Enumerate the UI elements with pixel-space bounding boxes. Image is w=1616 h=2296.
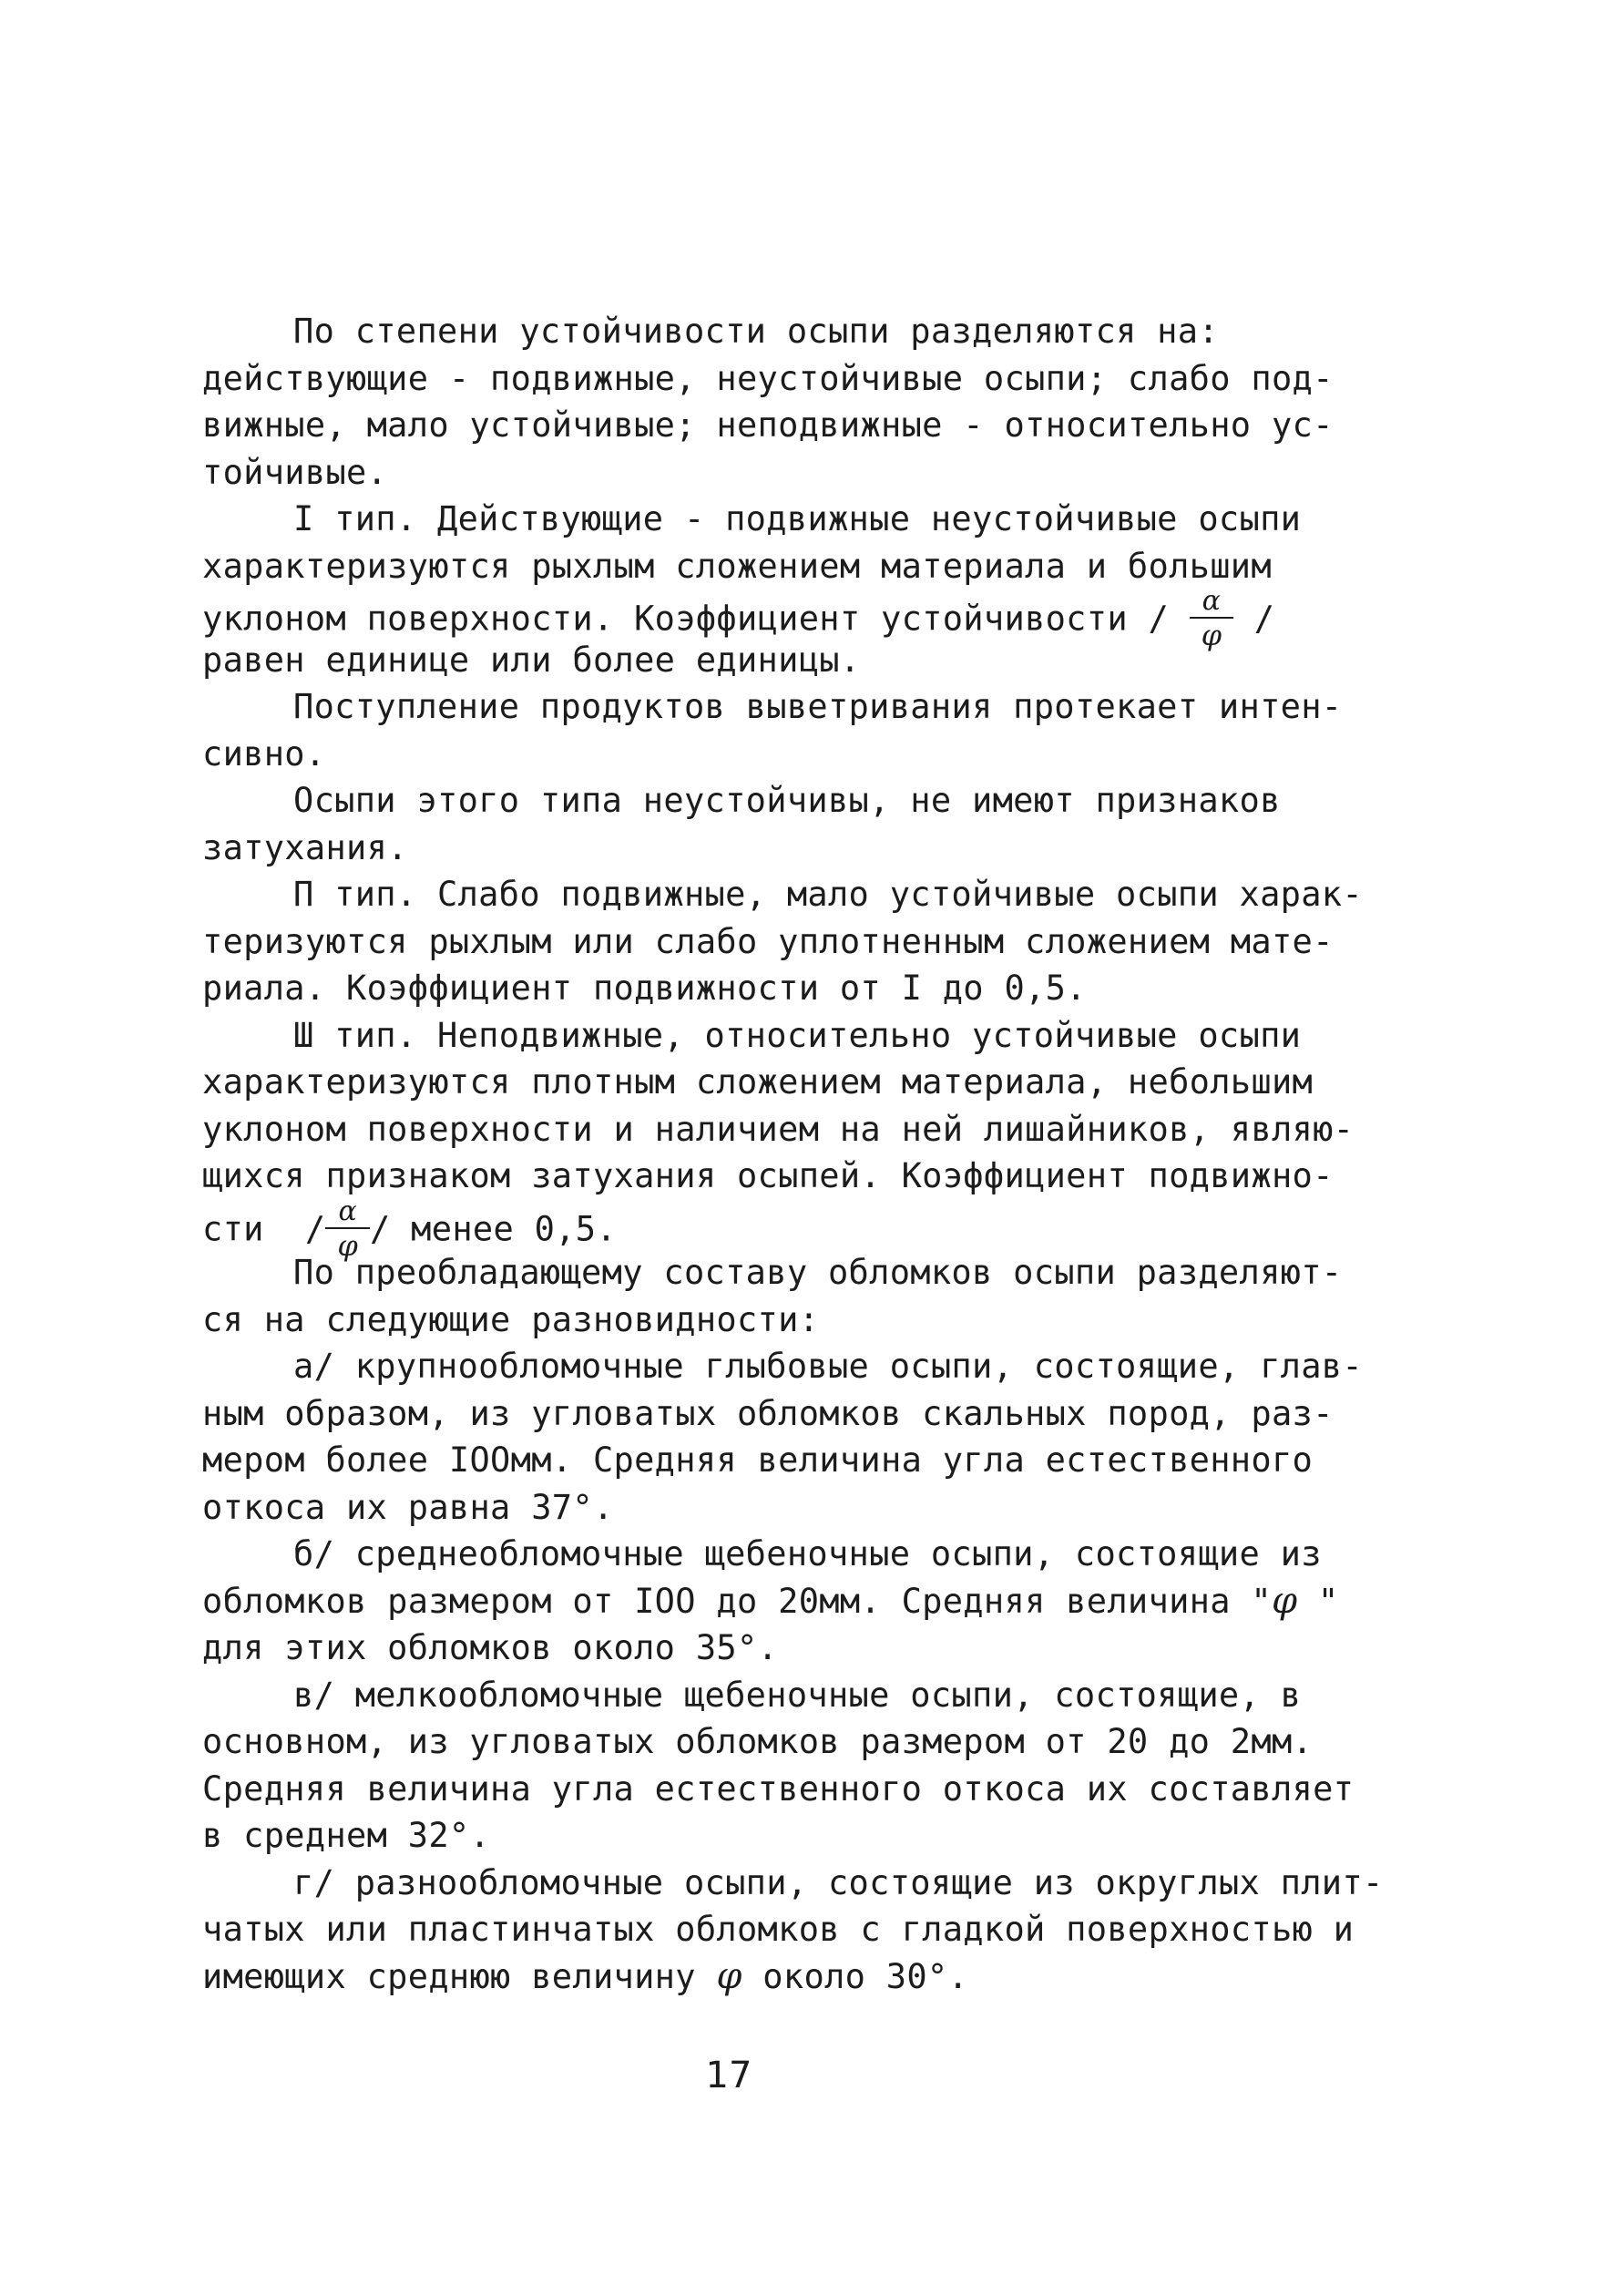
text-line bbox=[202, 1153, 1334, 1200]
text-line bbox=[202, 1953, 1314, 2001]
alpha-over-phi-fraction bbox=[325, 1194, 370, 1263]
line-text: равен единице или более единицы. bbox=[202, 640, 861, 680]
line-text: б/ среднеобломочные щебеночные осыпи, состоящие из bbox=[293, 1534, 1322, 1573]
line-text: тойчивые. bbox=[202, 452, 388, 492]
text-line bbox=[202, 1531, 1322, 1578]
text-line bbox=[202, 1390, 1334, 1438]
line-text: Осыпи этого типа неустойчивы, не имеют признаков bbox=[293, 781, 1281, 820]
text-line bbox=[202, 1194, 1314, 1263]
line-text-after: около 30°. bbox=[742, 1956, 969, 1996]
fraction-numerator: α bbox=[325, 1198, 370, 1229]
text-line bbox=[202, 1578, 1339, 1625]
page-number: 17 bbox=[705, 2055, 752, 2096]
text-line bbox=[202, 449, 1314, 497]
line-text: уклоном поверхности. Коэффициент устойчивости / bbox=[202, 599, 1190, 639]
line-text: По преобладающему составу обломков осыпи разделяют- bbox=[293, 1253, 1343, 1292]
phi-symbol: φ bbox=[716, 1954, 742, 1997]
line-text: сивно. bbox=[202, 733, 326, 774]
line-text-after: " bbox=[1297, 1581, 1339, 1621]
text-line bbox=[202, 1672, 1314, 1719]
text-line bbox=[202, 308, 1314, 355]
text-line bbox=[202, 543, 1314, 590]
line-text: ным образом, из угловатых обломков скальных пород, раз- bbox=[202, 1393, 1334, 1433]
line-text: затухания. bbox=[202, 827, 408, 867]
line-text: характеризуются плотным сложением материала, небольшим bbox=[202, 1062, 1314, 1102]
text-line bbox=[202, 871, 1363, 918]
text-line bbox=[202, 777, 1314, 825]
text-line bbox=[202, 1625, 1314, 1672]
text-line bbox=[202, 1437, 1314, 1484]
fraction-numerator: α bbox=[1190, 588, 1234, 619]
line-text: уклоном поверхности и наличием на ней лишайников, являю- bbox=[202, 1109, 1355, 1149]
text-line bbox=[202, 637, 1314, 684]
text-line bbox=[202, 402, 1334, 449]
text-line bbox=[202, 1059, 1314, 1106]
text-line bbox=[202, 1484, 1314, 1532]
line-text: Поступление продуктов выветривания протекает интен- bbox=[293, 687, 1343, 726]
line-text: обломков размером от IOO до 20мм. Средняя величина " bbox=[202, 1581, 1272, 1621]
text-line bbox=[202, 1106, 1355, 1153]
line-text: в/ мелкообломочные щебеночные осыпи, состоящие, в bbox=[293, 1675, 1302, 1715]
line-text: г/ разнообломочные осыпи, состоящие из округлых плит- bbox=[293, 1862, 1384, 1902]
line-text: мером более IOOмм. Средняя величина угла естественного bbox=[202, 1440, 1314, 1480]
line-text: ся на следующие разновидности: bbox=[202, 1299, 820, 1339]
text-line bbox=[202, 1012, 1314, 1060]
alpha-over-phi-fraction bbox=[1190, 585, 1234, 652]
line-text: I тип. Действующие - подвижные неустойчивые осыпи bbox=[293, 499, 1302, 538]
text-line bbox=[202, 683, 1343, 731]
line-text: риала. Коэффициент подвижности от I до 0,5. bbox=[202, 969, 1087, 1008]
line-text: в среднем 32°. bbox=[202, 1816, 491, 1855]
line-text: вижные, мало устойчивые; неподвижные - относительно ус- bbox=[202, 405, 1334, 445]
line-text: Средняя величина угла естественного откоса их составляет bbox=[202, 1768, 1355, 1809]
text-line bbox=[202, 1718, 1314, 1766]
line-text: имеющих среднюю величину bbox=[202, 1956, 717, 1996]
fraction-denominator: φ bbox=[1201, 618, 1222, 652]
text-line bbox=[202, 1906, 1355, 1953]
line-text: характеризуются рыхлым сложением материала и большим bbox=[202, 546, 1272, 586]
line-text: П тип. Слабо подвижные, мало устойчивые осыпи харак- bbox=[293, 875, 1363, 914]
phi-symbol: φ bbox=[1271, 1579, 1298, 1622]
line-text: чатых или пластинчатых обломков с гладкой поверхностью и bbox=[202, 1910, 1355, 1949]
line-text: По степени устойчивости осыпи разделяются на: bbox=[293, 312, 1219, 351]
line-text: теризуются рыхлым или слабо уплотненным сложением мате- bbox=[202, 921, 1334, 961]
line-text: основном, из угловатых обломков размером от 20 до 2мм. bbox=[202, 1722, 1314, 1761]
text-line bbox=[202, 918, 1334, 966]
line-text: действующие - подвижные, неустойчивые осыпи; слабо под- bbox=[202, 358, 1334, 398]
line-text: щихся признаком затухания осыпей. Коэффициент подвижно- bbox=[202, 1156, 1334, 1195]
text-line bbox=[202, 1343, 1363, 1390]
text-line bbox=[202, 965, 1314, 1012]
text-line bbox=[202, 496, 1314, 543]
text-line bbox=[202, 355, 1334, 403]
text-line bbox=[202, 585, 1314, 652]
line-text: Ш тип. Неподвижные, относительно устойчивые осыпи bbox=[293, 1015, 1302, 1055]
line-text: а/ крупнообломочные глыбовые осыпи, состоящие, глав- bbox=[293, 1347, 1363, 1386]
text-line bbox=[202, 1297, 1314, 1344]
line-text: откоса их равна 37°. bbox=[202, 1487, 614, 1527]
text-line bbox=[202, 731, 1314, 778]
text-line bbox=[202, 1766, 1355, 1813]
text-line bbox=[202, 825, 1314, 872]
line-text: сти / bbox=[202, 1209, 326, 1248]
fraction-denominator: φ bbox=[337, 1227, 359, 1263]
line-text-after: / bbox=[1233, 599, 1275, 639]
body-text bbox=[202, 308, 1384, 2000]
line-text-after: / менее 0,5. bbox=[370, 1209, 617, 1248]
text-line bbox=[202, 1860, 1384, 1907]
text-line bbox=[202, 1812, 1314, 1860]
line-text: для этих обломков около 35°. bbox=[202, 1628, 779, 1667]
